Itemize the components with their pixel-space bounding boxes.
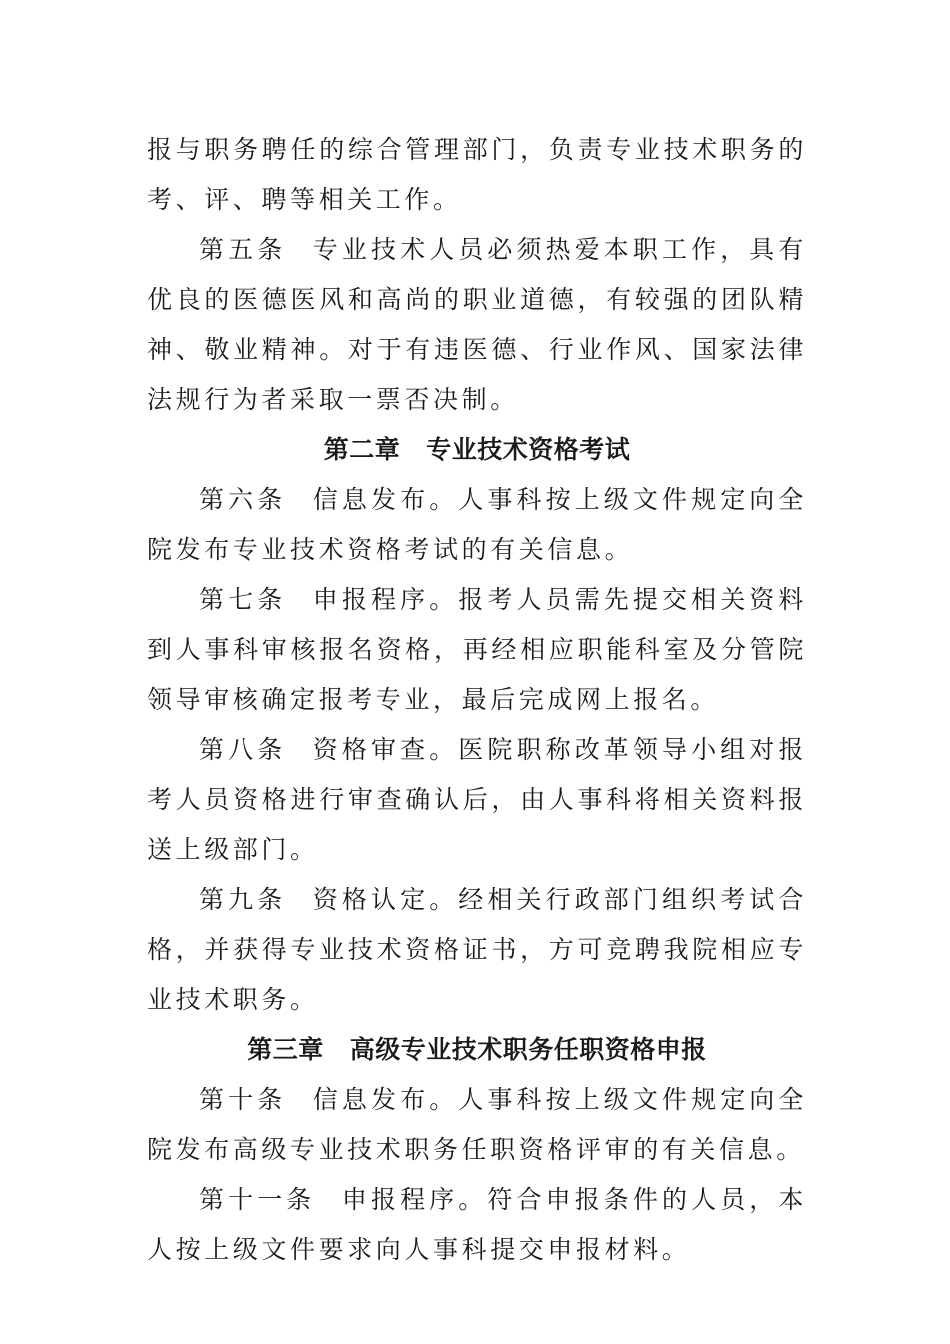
paragraph-continued: 报与职务聘任的综合管理部门，负责专业技术职务的考、评、聘等相关工作。 xyxy=(147,135,807,214)
article-5-text: 专业技术人员必须热爱本职工作，具有优良的医德医风和高尚的职业道德，有较强的团队精神、敬业精神。对于有违医德、行业作风、国家法律法规行为者采取一票否决制。 xyxy=(147,235,808,414)
article-11-number: 第十一条 xyxy=(199,1185,316,1214)
article-9-text: 资格认定。经相关行政部门组织考试合格，并获得专业技术资格证书，方可竞聘我院相应专业技术职务。 xyxy=(147,885,808,1014)
article-10-number: 第十条 xyxy=(199,1085,287,1114)
article-9-number: 第九条 xyxy=(199,885,287,914)
chapter-3-heading xyxy=(147,1025,807,1075)
article-6-number: 第六条 xyxy=(199,485,287,514)
article-8-number: 第八条 xyxy=(199,735,287,764)
article-5 xyxy=(147,225,807,425)
chapter-3-number: 第三章 xyxy=(247,1035,324,1064)
article-6 xyxy=(147,475,807,575)
article-10 xyxy=(147,1075,807,1175)
article-7-number: 第七条 xyxy=(199,585,287,614)
document-page xyxy=(147,125,807,1275)
article-8-text: 资格审查。医院职称改革领导小组对报考人员资格进行审查确认后，由人事科将相关资料报送上级部门。 xyxy=(147,735,808,864)
article-8 xyxy=(147,725,807,875)
chapter-2-number: 第二章 xyxy=(323,435,401,464)
chapter-2-title: 专业技术资格考试 xyxy=(426,435,631,464)
article-7-text: 申报程序。报考人员需先提交相关资料到人事科审核报名资格，再经相应职能科室及分管院领导审核确定报考专业，最后完成网上报名。 xyxy=(147,585,808,714)
article-9 xyxy=(147,875,807,1025)
article-10-text: 信息发布。人事科按上级文件规定向全院发布高级专业技术职务任职资格评审的有关信息。 xyxy=(147,1085,808,1164)
article-7 xyxy=(147,575,807,725)
chapter-3-title: 高级专业技术职务任职资格申报 xyxy=(349,1035,707,1064)
article-6-text: 信息发布。人事科按上级文件规定向全院发布专业技术资格考试的有关信息。 xyxy=(147,485,808,564)
article-11-text: 申报程序。符合申报条件的人员，本人按上级文件要求向人事科提交申报材料。 xyxy=(147,1185,807,1264)
article-11 xyxy=(147,1175,807,1275)
article-5-number: 第五条 xyxy=(199,235,287,264)
chapter-2-heading xyxy=(147,425,807,475)
